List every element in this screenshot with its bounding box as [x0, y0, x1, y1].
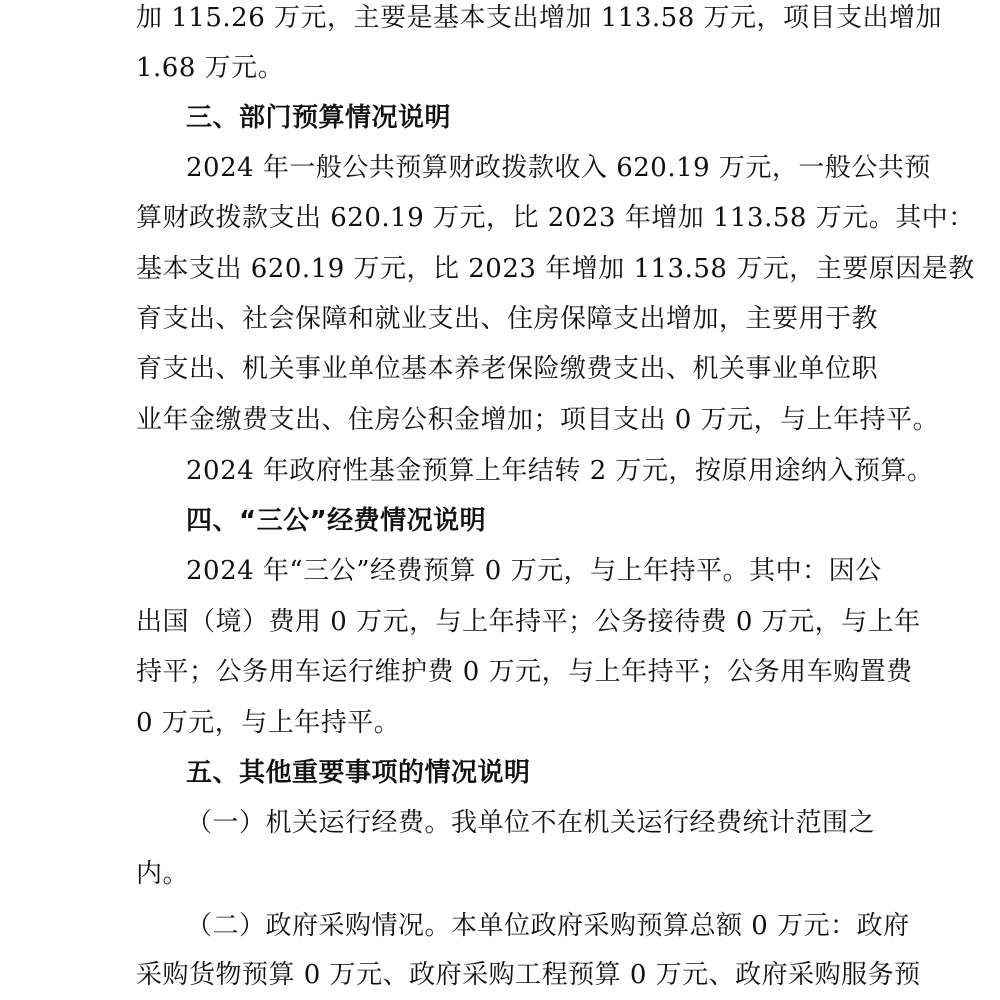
paragraph-line: [0, 244, 1000, 294]
paragraph-line: [0, 849, 1000, 899]
paragraph-line: [0, 698, 1000, 748]
line-text: （二）政府采购情况。本单位政府采购预算总额 0 万元：政府: [186, 911, 910, 941]
line-text: 2024 年“三公”经费预算 0 万元，与上年持平。其中：因公: [186, 556, 882, 586]
paragraph-line: [0, 546, 1000, 596]
paragraph-line: [0, 43, 1000, 93]
section-heading-4: [0, 496, 1000, 546]
heading-text: 四、“三公”经费情况说明: [186, 506, 487, 536]
line-text: 加 115.26 万元，主要是基本支出增加 113.58 万元，项目支出增加: [136, 3, 943, 33]
paragraph-line: [0, 344, 1000, 394]
paragraph-line: [0, 597, 1000, 647]
line-text: 育支出、机关事业单位基本养老保险缴费支出、机关事业单位职: [136, 354, 879, 384]
heading-text: 五、其他重要事项的情况说明: [186, 758, 531, 788]
line-text: 内。: [136, 859, 190, 889]
section-heading-3: [0, 93, 1000, 143]
line-text: 采购货物预算 0 万元、政府采购工程预算 0 万元、政府采购服务预: [136, 960, 921, 990]
line-text: 出国（境）费用 0 万元，与上年持平；公务接待费 0 万元，与上年: [136, 607, 921, 637]
line-text: （一）机关运行经费。我单位不在机关运行经费统计范围之: [186, 808, 876, 838]
paragraph-line: [0, 294, 1000, 344]
line-text: 2024 年政府性基金预算上年结转 2 万元，按原用途纳入预算。: [186, 456, 934, 486]
line-text: 算财政拨款支出 620.19 万元，比 2023 年增加 113.58 万元。其中：: [136, 203, 975, 233]
paragraph-line: [0, 395, 1000, 445]
paragraph-line: [0, 647, 1000, 697]
line-text: 2024 年一般公共预算财政拨款收入 620.19 万元，一般公共预: [186, 153, 931, 183]
line-text: 持平；公务用车运行维护费 0 万元，与上年持平；公务用车购置费: [136, 657, 913, 687]
line-text: 0 万元，与上年持平。: [136, 708, 401, 738]
line-text: 1.68 万元。: [136, 53, 285, 83]
line-text: 业年金缴费支出、住房公积金增加；项目支出 0 万元，与上年持平。: [136, 405, 940, 435]
paragraph-line: [0, 0, 1000, 43]
paragraph-line: [0, 193, 1000, 243]
section-heading-5: [0, 748, 1000, 798]
paragraph-line: [0, 798, 1000, 848]
heading-text: 三、部门预算情况说明: [186, 103, 452, 133]
paragraph-line: [0, 901, 1000, 951]
line-text: 育支出、社会保障和就业支出、住房保障支出增加，主要用于教: [136, 304, 879, 334]
paragraph-line: [0, 446, 1000, 496]
paragraph-line: [0, 143, 1000, 193]
line-text: 基本支出 620.19 万元，比 2023 年增加 113.58 万元，主要原因是教: [136, 254, 975, 284]
